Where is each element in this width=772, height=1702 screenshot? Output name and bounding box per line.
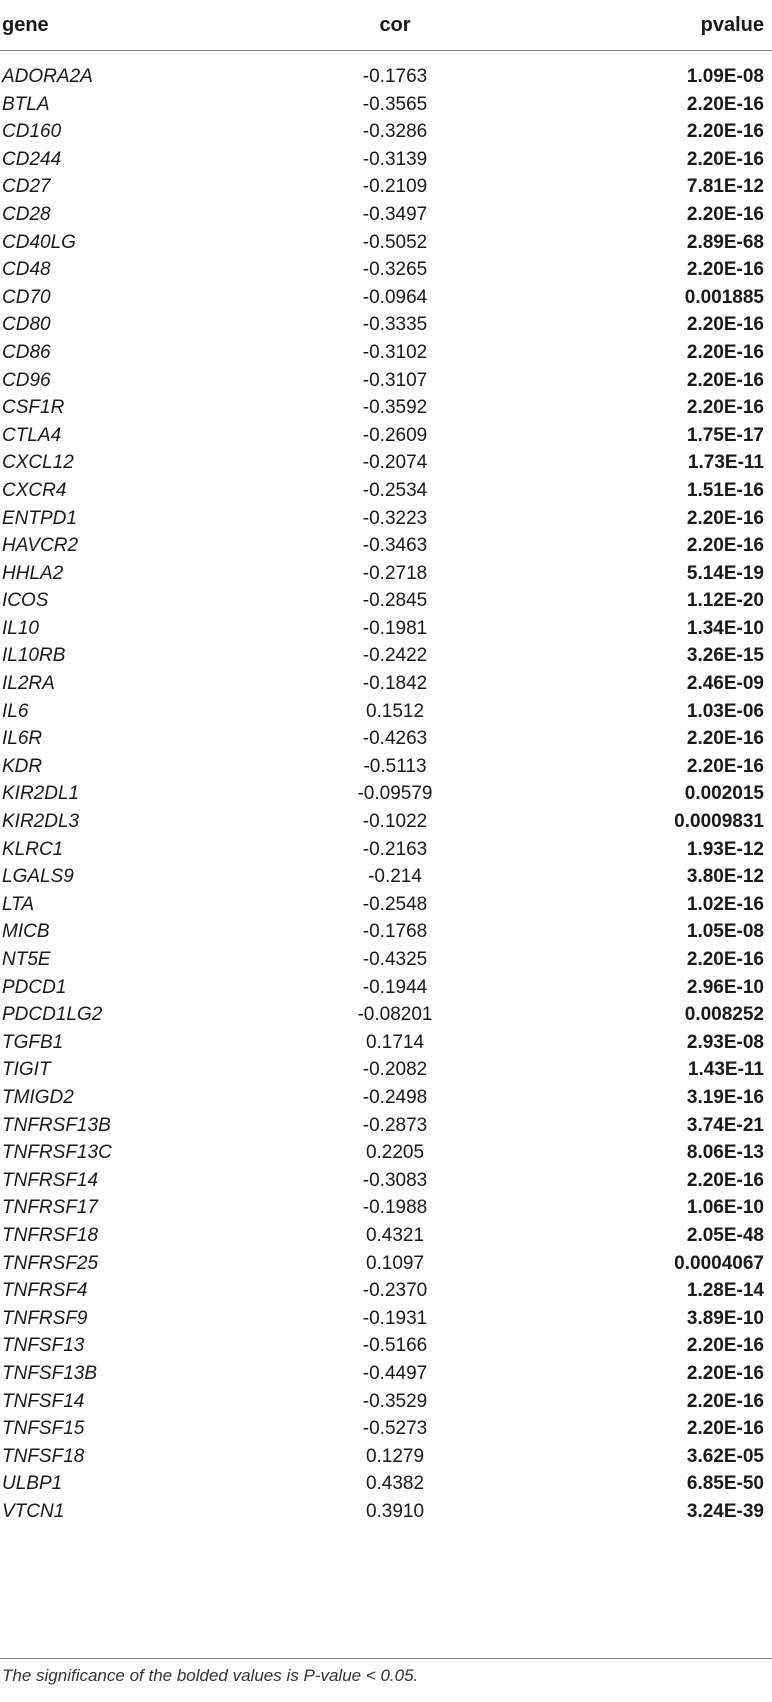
table-body — [0, 51, 772, 1526]
pvalue-cell: 3.80E-12 — [686, 866, 764, 888]
table-row — [0, 725, 772, 753]
gene-cell: NT5E — [2, 949, 51, 970]
cor-cell: -0.3102 — [362, 341, 428, 363]
cor-cell: -0.3286 — [362, 121, 428, 143]
cor-cell: -0.09579 — [357, 783, 433, 805]
cor-cell: -0.3083 — [362, 1169, 428, 1191]
table-row — [0, 670, 772, 698]
table-row — [0, 449, 772, 477]
pvalue-cell: 2.05E-48 — [686, 1224, 764, 1246]
table-row — [0, 615, 772, 643]
pvalue-cell: 2.20E-16 — [686, 314, 764, 336]
cor-cell: -0.5113 — [363, 755, 427, 777]
gene-cell: TGFB1 — [2, 1031, 64, 1053]
gene-cell: CD40LG — [2, 231, 76, 253]
table-row — [0, 1250, 772, 1278]
table-row — [0, 201, 772, 229]
pvalue-cell: 0.0009831 — [674, 811, 764, 833]
pvalue-cell: 1.03E-06 — [686, 700, 764, 722]
cor-cell: -0.2534 — [362, 479, 428, 501]
gene-cell: TNFSF13 — [2, 1335, 85, 1357]
gene-cell: IL2RA — [2, 673, 55, 695]
table-row — [0, 836, 772, 864]
table-row — [0, 1498, 772, 1526]
pvalue-cell: 2.20E-16 — [686, 1362, 764, 1384]
gene-cell: CD70 — [2, 286, 51, 308]
cor-cell: -0.1931 — [362, 1307, 428, 1329]
pvalue-cell: 2.20E-16 — [686, 1335, 764, 1357]
pvalue-cell: 1.34E-10 — [686, 617, 764, 639]
pvalue-cell: 5.14E-19 — [686, 562, 764, 584]
cor-cell: -0.4497 — [362, 1362, 428, 1384]
pvalue-cell: 2.20E-16 — [686, 1390, 764, 1412]
pvalue-cell: 2.20E-16 — [686, 728, 764, 750]
pvalue-cell: 2.20E-16 — [686, 397, 764, 419]
gene-cell: CXCR4 — [2, 479, 67, 501]
cor-cell: -0.2163 — [362, 838, 428, 860]
pvalue-cell: 2.46E-09 — [686, 673, 764, 695]
cor-cell: -0.2109 — [362, 176, 428, 198]
table-row — [0, 1360, 772, 1388]
table-row — [0, 1305, 772, 1333]
pvalue-cell: 2.20E-16 — [686, 1418, 764, 1440]
gene-cell: ICOS — [2, 590, 49, 612]
pvalue-cell: 1.73E-11 — [687, 452, 764, 474]
gene-cell: CTLA4 — [2, 424, 62, 446]
gene-cell: TNFSF14 — [2, 1390, 85, 1412]
gene-cell: CSF1R — [2, 397, 65, 419]
cor-cell: -0.2082 — [362, 1059, 428, 1081]
table-row — [0, 698, 772, 726]
pvalue-cell: 2.20E-16 — [686, 1169, 764, 1191]
table-row — [0, 532, 772, 560]
pvalue-cell: 2.89E-68 — [686, 231, 764, 253]
gene-cell: IL10 — [2, 617, 39, 639]
pvalue-cell: 0.001885 — [684, 286, 764, 308]
table-row — [0, 422, 772, 450]
gene-cell: TNFRSF14 — [2, 1169, 99, 1191]
cor-cell: -0.3463 — [362, 535, 428, 557]
table-row — [0, 1139, 772, 1167]
gene-cell: TNFRSF18 — [2, 1224, 99, 1246]
gene-cell: TNFSF18 — [2, 1445, 85, 1467]
pvalue-cell: 2.20E-16 — [686, 949, 764, 970]
gene-cell: IL6 — [2, 700, 29, 722]
pvalue-cell: 1.09E-08 — [686, 66, 764, 87]
pvalue-cell: 0.008252 — [684, 1004, 764, 1026]
pvalue-cell: 2.20E-16 — [686, 93, 764, 115]
table-row — [0, 1001, 772, 1029]
cor-cell: -0.1988 — [362, 1197, 428, 1219]
gene-cell: KLRC1 — [2, 838, 64, 860]
pvalue-cell: 1.02E-16 — [686, 893, 764, 915]
cor-cell: 0.1512 — [365, 700, 425, 722]
cor-cell: -0.2609 — [362, 424, 428, 446]
table-row — [0, 753, 772, 781]
table-row — [0, 1332, 772, 1360]
gene-cell: CD244 — [2, 148, 62, 170]
pvalue-cell: 2.20E-16 — [686, 259, 764, 281]
table-row — [0, 1415, 772, 1443]
pvalue-cell: 3.24E-39 — [686, 1500, 764, 1522]
cor-cell: -0.0964 — [362, 286, 428, 308]
header-gene: gene — [0, 0, 300, 51]
cor-cell: -0.1842 — [362, 673, 428, 695]
table-row — [0, 780, 772, 808]
table-row — [0, 284, 772, 312]
table-row — [0, 1084, 772, 1112]
table-row — [0, 173, 772, 201]
cor-cell: -0.08201 — [357, 1004, 433, 1026]
table-row — [0, 63, 772, 91]
gene-cell: CD160 — [2, 121, 62, 143]
cor-cell: 0.4321 — [365, 1224, 425, 1246]
pvalue-cell: 3.74E-21 — [686, 1114, 764, 1136]
table-row — [0, 1470, 772, 1498]
table-row — [0, 1388, 772, 1416]
pvalue-cell: 2.20E-16 — [686, 148, 764, 170]
gene-cell: LGALS9 — [2, 866, 74, 888]
table-row — [0, 1056, 772, 1084]
gene-cell: CD80 — [2, 314, 51, 336]
pvalue-cell: 0.002015 — [684, 783, 764, 805]
cor-cell: -0.1022 — [362, 811, 428, 833]
cor-cell: -0.4325 — [362, 949, 428, 970]
pvalue-cell: 2.20E-16 — [686, 369, 764, 391]
gene-cell: VTCN1 — [2, 1500, 65, 1522]
table-row — [0, 229, 772, 257]
gene-cell: CD86 — [2, 341, 51, 363]
cor-cell: -0.2074 — [362, 452, 428, 474]
gene-cell: CD27 — [2, 176, 51, 198]
table-row — [0, 863, 772, 891]
cor-cell: 0.1279 — [365, 1445, 425, 1467]
table-row — [0, 1277, 772, 1305]
pvalue-cell: 2.20E-16 — [686, 341, 764, 363]
gene-cell: CD48 — [2, 259, 51, 281]
table-row — [0, 974, 772, 1002]
gene-cell: CD96 — [2, 369, 51, 391]
pvalue-cell: 1.51E-16 — [686, 479, 764, 501]
table-row — [0, 339, 772, 367]
pvalue-cell: 3.26E-15 — [686, 645, 764, 667]
pvalue-cell: 6.85E-50 — [686, 1473, 764, 1495]
table-row — [0, 477, 772, 505]
pvalue-cell: 2.20E-16 — [686, 203, 764, 225]
pvalue-cell: 2.93E-08 — [686, 1031, 764, 1053]
table-row — [0, 256, 772, 284]
cor-cell: -0.3265 — [362, 259, 428, 281]
header-row — [0, 0, 772, 51]
cor-cell: -0.1768 — [362, 921, 428, 943]
header-pvalue: pvalue — [490, 0, 772, 51]
gene-cell: ENTPD1 — [2, 507, 77, 529]
table-row — [0, 394, 772, 422]
cor-cell: -0.3565 — [362, 93, 428, 115]
cor-cell: -0.5273 — [362, 1418, 428, 1440]
gene-cell: TNFRSF13C — [2, 1142, 112, 1164]
header-cor: cor — [300, 0, 490, 51]
header-spacer — [0, 51, 772, 64]
table-row — [0, 918, 772, 946]
cor-cell: -0.3223 — [362, 507, 428, 529]
gene-cell: CD28 — [2, 203, 51, 225]
pvalue-cell: 1.12E-20 — [686, 590, 764, 612]
gene-cell: TNFSF13B — [2, 1362, 98, 1384]
gene-cell: IL6R — [2, 728, 43, 750]
gene-cell: BTLA — [2, 93, 50, 115]
table-row — [0, 311, 772, 339]
pvalue-cell: 1.43E-11 — [687, 1059, 764, 1081]
pvalue-cell: 8.06E-13 — [686, 1142, 764, 1164]
gene-cell: MICB — [2, 921, 50, 943]
gene-cell: ADORA2A — [2, 66, 93, 87]
pvalue-cell: 2.20E-16 — [686, 535, 764, 557]
cor-cell: -0.3107 — [362, 369, 428, 391]
gene-cell: TNFRSF9 — [2, 1307, 88, 1329]
table-row — [0, 560, 772, 588]
table-header — [0, 0, 772, 51]
pvalue-cell: 7.81E-12 — [686, 176, 764, 198]
pvalue-cell: 2.20E-16 — [686, 507, 764, 529]
gene-cell: TIGIT — [2, 1059, 51, 1081]
cor-cell: -0.1981 — [362, 617, 428, 639]
gene-cell: TNFSF15 — [2, 1418, 85, 1440]
gene-cell: TNFRSF13B — [2, 1114, 111, 1136]
cor-cell: -0.214 — [368, 866, 422, 888]
gene-cell: PDCD1 — [2, 976, 67, 998]
table-row — [0, 587, 772, 615]
pvalue-cell: 2.20E-16 — [686, 755, 764, 777]
gene-cell: LTA — [2, 893, 35, 915]
table-row — [0, 91, 772, 119]
gene-cell: CXCL12 — [2, 452, 74, 474]
gene-cell: KIR2DL3 — [2, 811, 80, 833]
cor-cell: -0.5052 — [362, 231, 428, 253]
gene-cell: IL10RB — [2, 645, 66, 667]
cor-cell: -0.5166 — [362, 1335, 428, 1357]
cor-cell: 0.2205 — [365, 1142, 425, 1164]
table-bottom-rule — [0, 1658, 772, 1659]
cor-cell: -0.2370 — [362, 1280, 428, 1302]
pvalue-cell: 1.28E-14 — [686, 1280, 764, 1302]
cor-cell: 0.4382 — [365, 1473, 425, 1495]
gene-cell: KDR — [2, 755, 43, 777]
cor-cell: -0.2845 — [362, 590, 428, 612]
table-row — [0, 1443, 772, 1471]
table-row — [0, 1029, 772, 1057]
table-footnote: The significance of the bolded values is P-value < 0.05. — [2, 1666, 419, 1685]
table-row — [0, 642, 772, 670]
pvalue-cell: 1.06E-10 — [686, 1197, 764, 1219]
pvalue-cell: 1.75E-17 — [686, 424, 764, 446]
cor-cell: -0.3335 — [362, 314, 428, 336]
pvalue-cell: 3.89E-10 — [686, 1307, 764, 1329]
cor-cell: -0.2422 — [362, 645, 428, 667]
cor-cell: -0.3592 — [362, 397, 428, 419]
pvalue-cell: 0.0004067 — [674, 1252, 764, 1274]
table-row — [0, 1222, 772, 1250]
cor-cell: -0.2498 — [362, 1086, 428, 1108]
pvalue-cell: 1.93E-12 — [686, 838, 764, 860]
cor-cell: -0.3139 — [362, 148, 428, 170]
gene-cell: KIR2DL1 — [2, 783, 80, 805]
table-row — [0, 946, 772, 974]
table-row — [0, 891, 772, 919]
table-row — [0, 1194, 772, 1222]
gene-cell: HAVCR2 — [2, 535, 79, 557]
table-row — [0, 146, 772, 174]
pvalue-cell: 2.96E-10 — [686, 976, 764, 998]
cor-cell: -0.2548 — [362, 893, 428, 915]
table-row — [0, 505, 772, 533]
cor-cell: -0.2873 — [362, 1114, 428, 1136]
gene-cell: TNFRSF4 — [2, 1280, 88, 1302]
cor-cell: 0.1097 — [365, 1252, 425, 1274]
gene-cell: ULBP1 — [2, 1473, 63, 1495]
cor-cell: -0.4263 — [362, 728, 428, 750]
pvalue-cell: 1.05E-08 — [686, 921, 764, 943]
cor-cell: 0.3910 — [365, 1500, 425, 1522]
cor-cell: -0.1763 — [362, 66, 428, 87]
cor-cell: -0.1944 — [362, 976, 428, 998]
pvalue-cell: 3.19E-16 — [686, 1086, 764, 1108]
gene-cell: TMIGD2 — [2, 1086, 74, 1108]
table-row — [0, 1167, 772, 1195]
table-row — [0, 118, 772, 146]
cor-cell: -0.3497 — [362, 203, 428, 225]
pvalue-cell: 2.20E-16 — [686, 121, 764, 143]
table-row — [0, 808, 772, 836]
gene-cell: TNFRSF17 — [2, 1197, 99, 1219]
pvalue-cell: 3.62E-05 — [686, 1445, 764, 1467]
gene-cell: TNFRSF25 — [2, 1252, 99, 1274]
table-row — [0, 367, 772, 395]
table-row — [0, 1112, 772, 1140]
gene-cell: PDCD1LG2 — [2, 1004, 103, 1026]
gene-cell: HHLA2 — [2, 562, 64, 584]
cor-cell: -0.2718 — [362, 562, 428, 584]
cor-cell: -0.3529 — [362, 1390, 428, 1412]
cor-cell: 0.1714 — [365, 1031, 425, 1053]
